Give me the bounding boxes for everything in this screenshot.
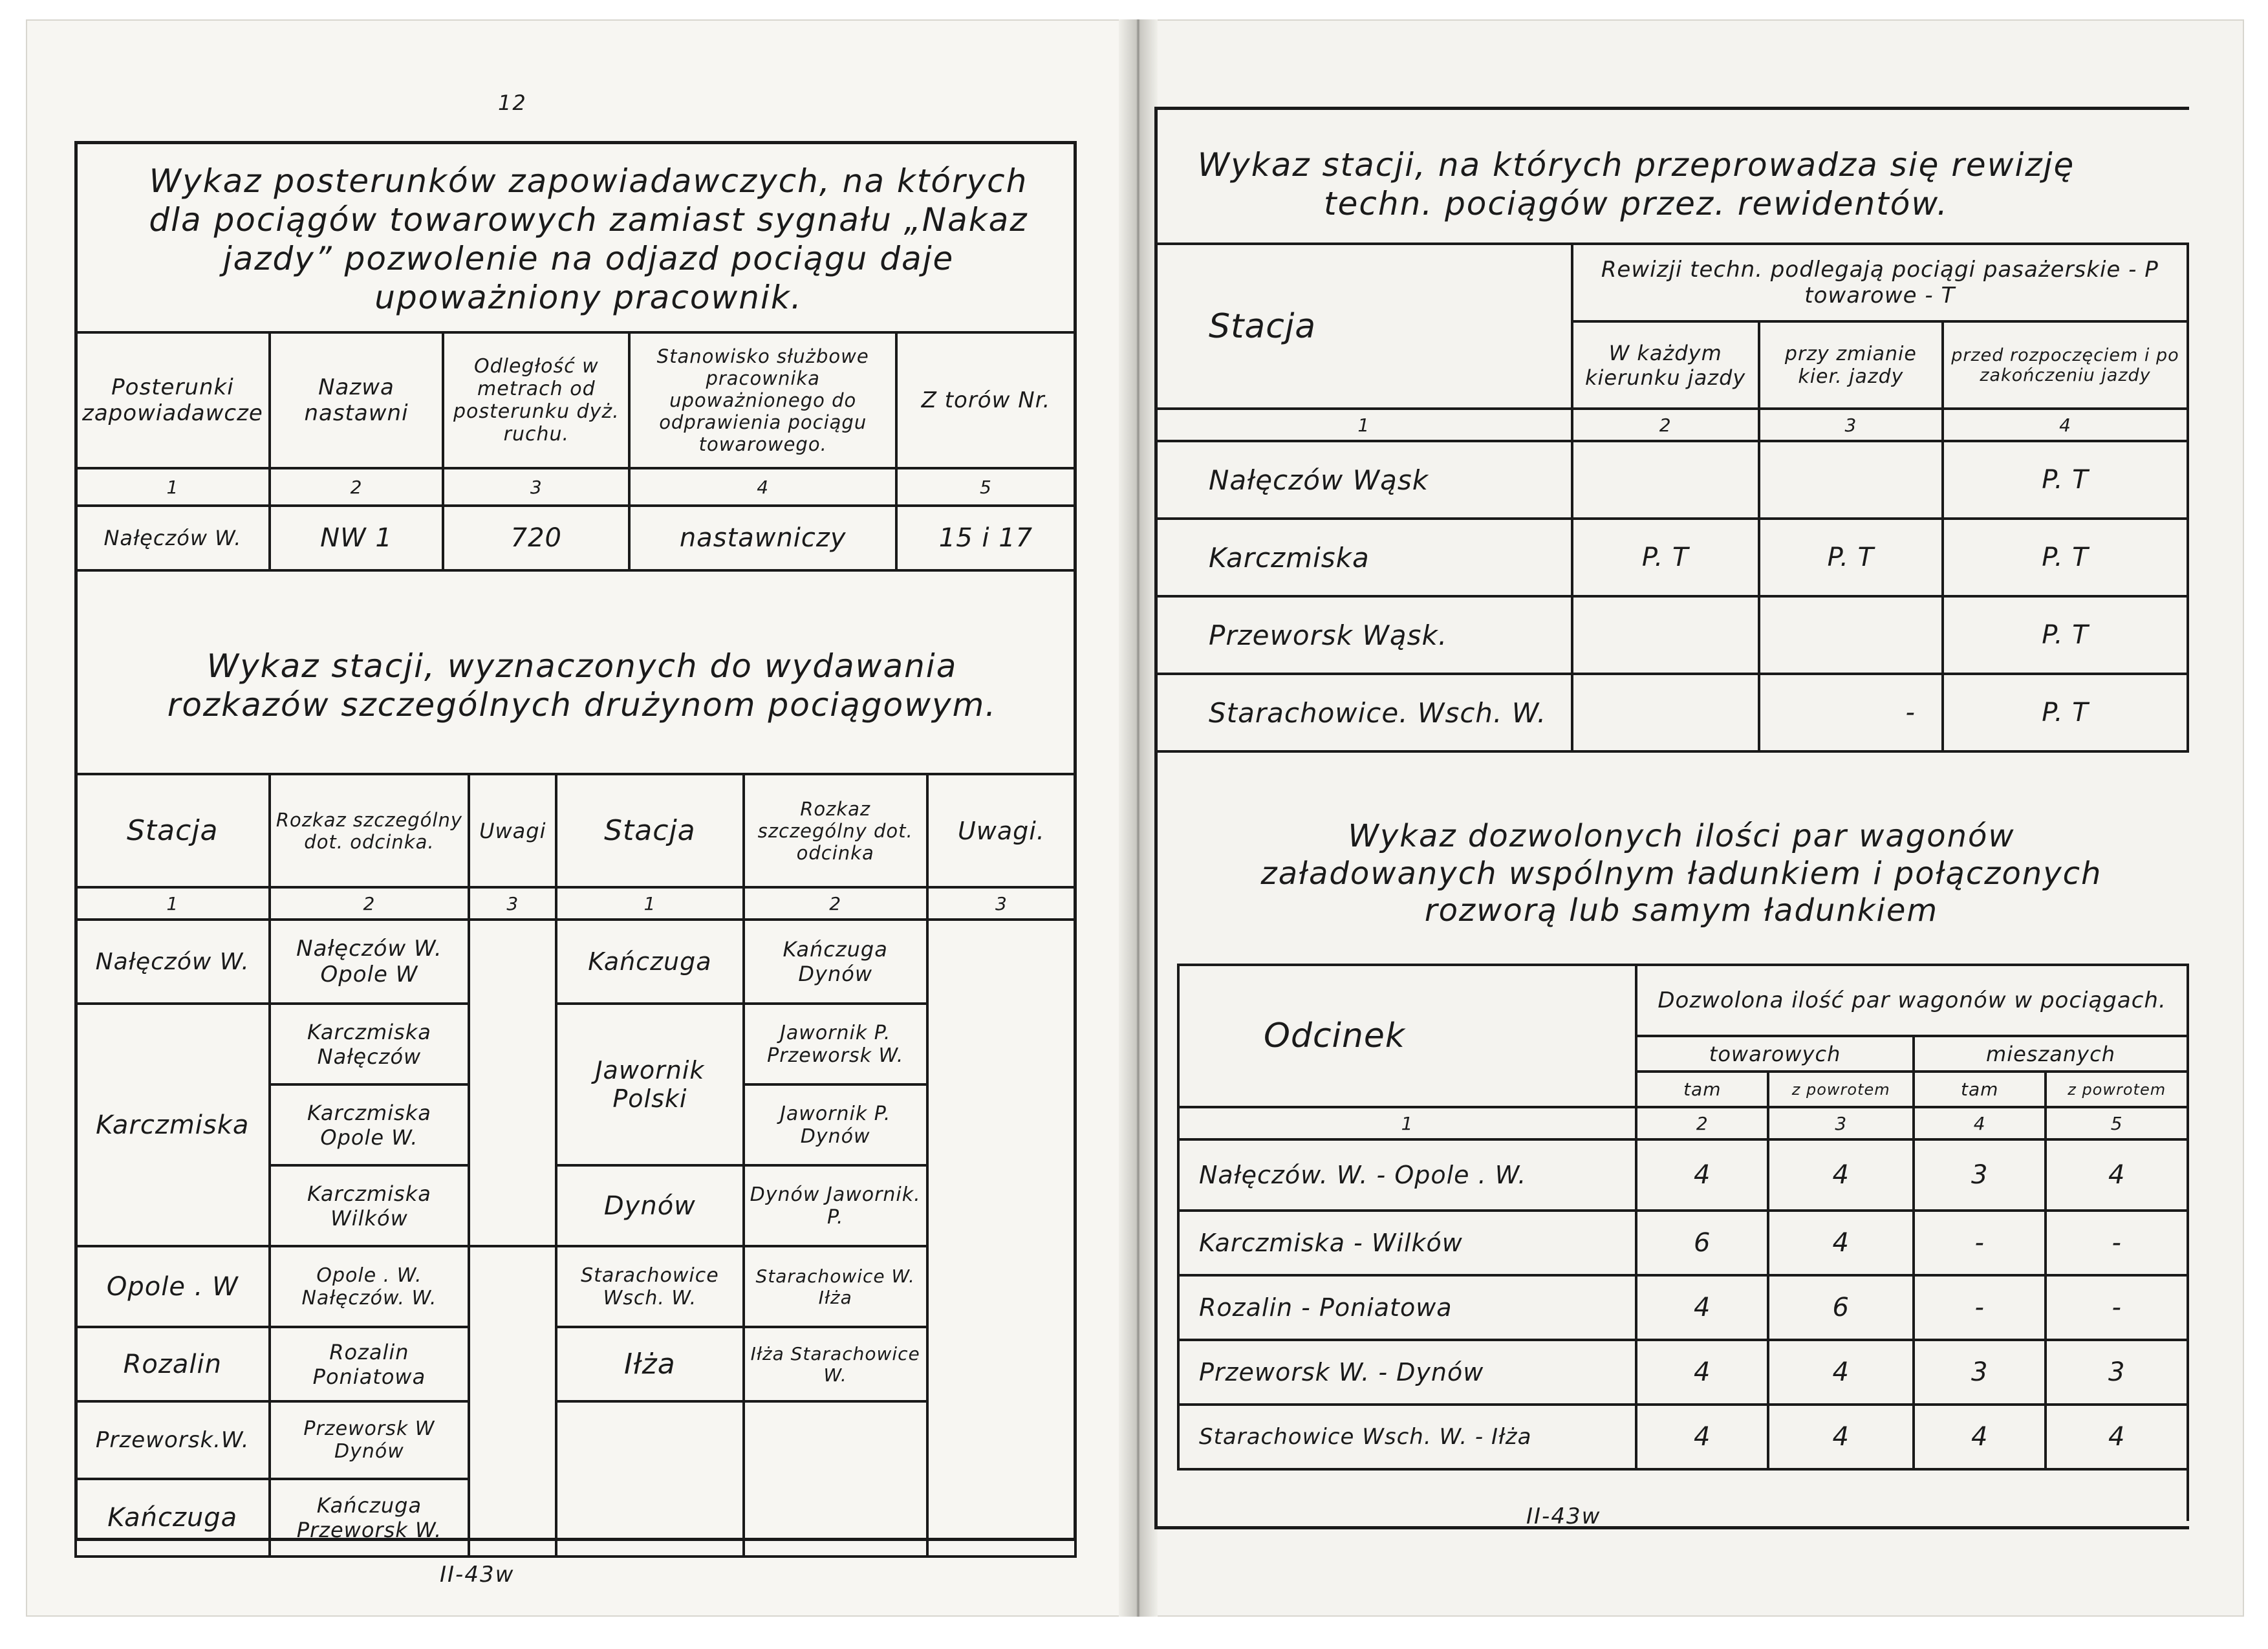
order-cell: Starachowice W. Iłża	[744, 1246, 927, 1327]
order-cell: Przeworsk W Dynów	[270, 1401, 470, 1479]
col-number: 3	[1768, 1107, 1914, 1139]
header-z-powrotem: z powrotem	[2046, 1072, 2188, 1107]
segment-cell: Przeworsk W. - Dynów	[1178, 1340, 1636, 1405]
table-cell	[1572, 596, 1759, 674]
header-odcinek: Odcinek	[1178, 965, 1636, 1107]
table-cell: 6	[1636, 1211, 1768, 1275]
order-cell: Dynów Jawornik. P.	[744, 1165, 927, 1246]
order-cell: Opole . W. Nałęczów. W.	[270, 1246, 470, 1327]
order-cell: Jawornik P. Przeworsk W.	[744, 1004, 927, 1084]
header-przy-zmianie: przy zmianie kier. jazdy	[1759, 321, 1943, 409]
col-number: 3	[927, 887, 1075, 920]
col-number: 1	[556, 887, 743, 920]
order-cell: Kańczuga Przeworsk W.	[270, 1479, 470, 1557]
right-section2-title: Wykaz dozwolonych ilości par wagonów załadowanych wspólnym ładunkiem i połączonych rozworą lub samym ładunkiem	[1260, 818, 2102, 929]
table-cell: 4	[1636, 1340, 1768, 1405]
header-rozkaz: Rozkaz szczególny dot. odcinka	[744, 774, 927, 887]
station-cell: Nałęczów W.	[76, 920, 270, 1004]
page-footer: II-43w	[440, 1562, 515, 1588]
segment-cell: Karczmiska - Wilków	[1178, 1211, 1636, 1275]
table-cell	[1572, 674, 1759, 751]
header-z-powrotem: z powrotem	[1768, 1072, 1914, 1107]
empty-cell	[744, 1401, 927, 1557]
col-number: 4	[1943, 409, 2188, 441]
col-number: 5	[896, 468, 1075, 506]
header-towarowych: towarowych	[1636, 1036, 1914, 1072]
table-cell: P. T	[1943, 519, 2188, 596]
header-tam: tam	[1636, 1072, 1768, 1107]
order-cell: Karczmiska Wilków	[270, 1165, 470, 1246]
table-cell: -	[2046, 1211, 2188, 1275]
station-cell: Starachowice Wsch. W.	[556, 1246, 743, 1327]
table-cell: P. T	[1943, 441, 2188, 519]
table-cell	[1759, 441, 1943, 519]
header-stanowisko: Stanowisko służbowe pracownika upoważnionego do odprawienia pociągu towarowego.	[629, 332, 896, 468]
order-cell: Rozalin Poniatowa	[270, 1327, 470, 1401]
table-cell: 3	[1914, 1139, 2046, 1211]
col-number: 5	[2046, 1107, 2188, 1139]
segment-cell: Rozalin - Poniatowa	[1178, 1275, 1636, 1340]
table-cell: 4	[1768, 1139, 1914, 1211]
station-cell: Kańczuga	[76, 1479, 270, 1557]
header-rozkaz: Rozkaz szczególny dot. odcinka.	[270, 774, 470, 887]
header-uwagi: Uwagi.	[927, 774, 1075, 887]
table-cell: 4	[2046, 1139, 2188, 1211]
right-section1-title: Wykaz stacji, na których przeprowadza się rewizję techn. pociągów przez. rewidentów.	[1197, 146, 2075, 222]
station-cell: Jawornik Polski	[556, 1004, 743, 1165]
header-stacja: Stacja	[1156, 244, 1572, 409]
station-cell: Rozalin	[76, 1327, 270, 1401]
segment-cell: Nałęczów. W. - Opole . W.	[1178, 1139, 1636, 1211]
table-cell: P. T	[1943, 674, 2188, 751]
station-cell: Kańczuga	[556, 920, 743, 1004]
table-cell: 4	[1636, 1275, 1768, 1340]
header-dozwolona-group: Dozwolona ilość par wagonów w pociągach.	[1636, 965, 2188, 1036]
table-cell: 3	[1914, 1340, 2046, 1405]
header-odleglosc: Odległość w metrach od posterunku dyż. ruchu.	[443, 332, 629, 468]
col-number: 2	[744, 887, 927, 920]
order-cell: Nałęczów W. Opole W	[270, 920, 470, 1004]
col-number: 2	[270, 468, 443, 506]
table-cell	[1759, 596, 1943, 674]
table-cell: -	[1759, 674, 1943, 751]
uwagi-cell	[927, 920, 1075, 1557]
station-cell: Starachowice. Wsch. W.	[1156, 674, 1572, 751]
order-cell: Jawornik P. Dynów	[744, 1084, 927, 1165]
book-spine	[1119, 19, 1158, 1617]
uwagi-cell	[469, 1246, 556, 1557]
station-cell: Karczmiska	[1156, 519, 1572, 596]
station-cell: Przeworsk.W.	[76, 1401, 270, 1479]
station-cell: Przeworsk Wąsk.	[1156, 596, 1572, 674]
page-footer: II-43w	[1526, 1503, 1601, 1529]
col-number: 2	[1572, 409, 1759, 441]
col-number: 1	[76, 887, 270, 920]
header-stacja: Stacja	[76, 774, 270, 887]
header-z-torow: Z torów Nr.	[896, 332, 1075, 468]
table-cell: -	[1914, 1211, 2046, 1275]
header-stacja: Stacja	[556, 774, 743, 887]
table-cell: NW 1	[270, 506, 443, 570]
table-cell: P. T	[1572, 519, 1759, 596]
col-number: 4	[1914, 1107, 2046, 1139]
col-number: 3	[469, 887, 556, 920]
table-cell: 720	[443, 506, 629, 570]
table-cell: 6	[1768, 1275, 1914, 1340]
table-cell: 4	[2046, 1405, 2188, 1469]
table-cell: 4	[1636, 1139, 1768, 1211]
table-cell	[1572, 441, 1759, 519]
col-number: 4	[629, 468, 896, 506]
table-cell: -	[2046, 1275, 2188, 1340]
rozkazy-table	[74, 773, 1077, 1558]
segment-cell: Starachowice Wsch. W. - Iłża	[1178, 1405, 1636, 1469]
wagony-table	[1177, 964, 2189, 1521]
table-cell: -	[1914, 1275, 2046, 1340]
station-cell: Nałęczów Wąsk	[1156, 441, 1572, 519]
table-cell: Nałęczów W.	[76, 506, 270, 570]
uwagi-cell	[469, 920, 556, 1246]
left-section1-title: Wykaz posterunków zapowiadawczych, na których dla pociągów towarowych zamiast sygnału „Nakaz jazdy” pozwolenie na odjazd pociągu daje upoważniony pracownik.	[149, 162, 1028, 316]
col-number: 2	[270, 887, 470, 920]
page-number: 12	[498, 91, 527, 115]
empty-row	[1178, 1469, 2188, 1521]
table-cell: 4	[1914, 1405, 2046, 1469]
col-number: 1	[76, 468, 270, 506]
order-cell: Karczmiska Opole W.	[270, 1084, 470, 1165]
table-cell: 15 i 17	[896, 506, 1075, 570]
table-cell: 3	[2046, 1340, 2188, 1405]
header-przed-rozpoczeciem: przed rozpoczęciem i po zakończeniu jazdy	[1943, 321, 2188, 409]
order-cell: Iłża Starachowice W.	[744, 1327, 927, 1401]
header-uwagi: Uwagi	[469, 774, 556, 887]
table-cell: 4	[1636, 1405, 1768, 1469]
rewizja-table	[1154, 242, 2189, 753]
header-nazwa-nastawni: Nazwa nastawni	[270, 332, 443, 468]
station-cell: Karczmiska	[76, 1004, 270, 1246]
posterunki-table	[74, 331, 1077, 572]
table-cell: 4	[1768, 1340, 1914, 1405]
station-cell: Iłża	[556, 1327, 743, 1401]
table-cell: 4	[1768, 1211, 1914, 1275]
station-cell: Opole . W	[76, 1246, 270, 1327]
header-rewizja-group: Rewizji techn. podlegają pociągi pasażerskie - P towarowe - T	[1572, 244, 2188, 321]
col-number: 2	[1636, 1107, 1768, 1139]
order-cell: Karczmiska Nałęczów	[270, 1004, 470, 1084]
empty-cell	[556, 1401, 743, 1557]
col-number: 1	[1156, 409, 1572, 441]
table-cell: nastawniczy	[629, 506, 896, 570]
table-cell: P. T	[1943, 596, 2188, 674]
header-posterunki: Posterunki zapowiadawcze	[76, 332, 270, 468]
col-number: 3	[443, 468, 629, 506]
table-cell: 4	[1768, 1405, 1914, 1469]
col-number: 3	[1759, 409, 1943, 441]
station-cell: Dynów	[556, 1165, 743, 1246]
col-number: 1	[1178, 1107, 1636, 1139]
header-mieszanych: mieszanych	[1914, 1036, 2188, 1072]
table-cell: P. T	[1759, 519, 1943, 596]
left-section2-title: Wykaz stacji, wyznaczonych do wydawania rozkazów szczególnych drużynom pociągowym.	[167, 647, 997, 724]
header-tam: tam	[1914, 1072, 2046, 1107]
order-cell: Kańczuga Dynów	[744, 920, 927, 1004]
header-w-kazdym: W każdym kierunku jazdy	[1572, 321, 1759, 409]
